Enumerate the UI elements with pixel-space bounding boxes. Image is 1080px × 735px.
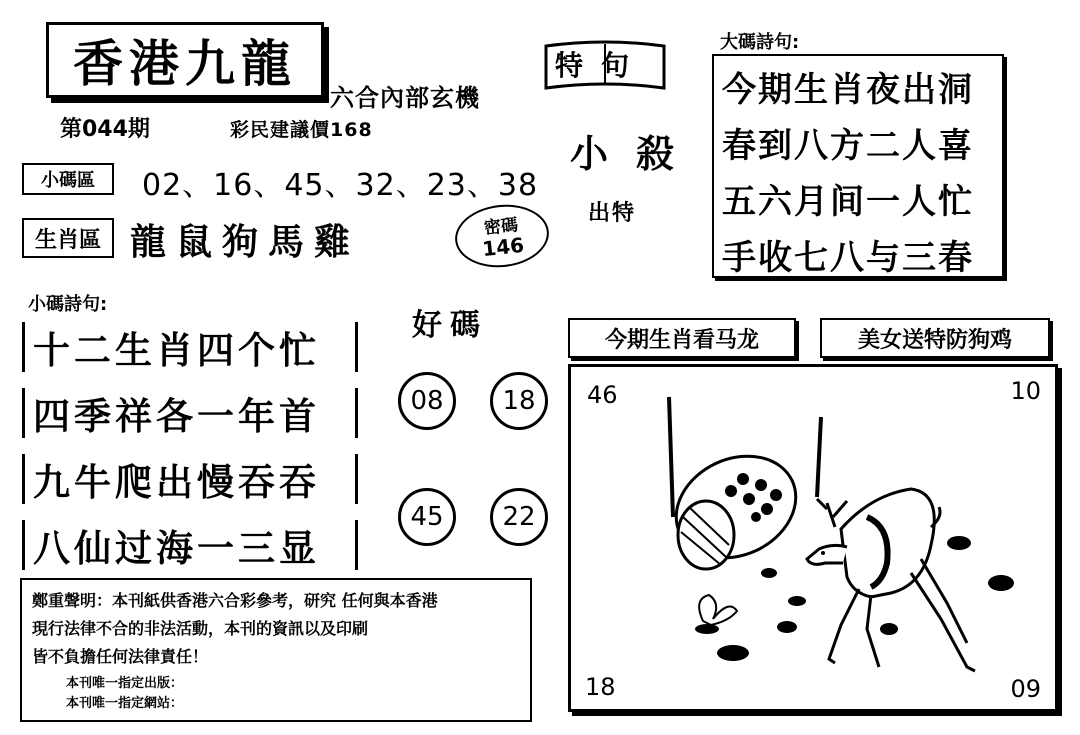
good-numbers-label: 好碼: [412, 308, 488, 343]
disclaimer-publisher: 本刊唯一指定出版：: [66, 676, 184, 691]
big-poem-box: [712, 54, 1004, 278]
corner-number-bottom-left: 18: [585, 673, 616, 701]
small-poem-line: 四季祥各一年首: [33, 394, 320, 438]
suggested-price: 彩民建議價168: [230, 119, 373, 141]
good-number-circle: 22: [490, 488, 548, 546]
disclaimer-website: 本刊唯一指定網站：: [66, 696, 184, 711]
zodiac-label: [22, 218, 114, 258]
disclaimer-line: 現行法律不合的非法活動，本刊的資訊以及印刷: [32, 619, 369, 638]
corner-number-bottom-right: 09: [1010, 675, 1041, 703]
zodiac-hint-box: [568, 318, 796, 358]
special-hint-box: [820, 318, 1050, 358]
small-numbers-label-text: 小碼區: [41, 170, 95, 191]
zodiac-label-text: 生肖區: [34, 227, 101, 253]
small-poem-label: 小碼詩句:: [28, 294, 108, 315]
small-poem-line-box: [22, 388, 358, 438]
page-title: 香港九龍: [73, 34, 297, 93]
corner-number-top-left: 46: [587, 381, 618, 409]
good-number-circle: 18: [490, 372, 548, 430]
good-number-circle: 45: [398, 488, 456, 546]
special-sub: 出特: [588, 201, 637, 226]
secret-code-stamp: [452, 200, 552, 271]
disclaimer-line: 皆不負擔任何法律責任！: [32, 647, 209, 666]
title-box: [46, 22, 324, 98]
small-poem-line-box: [22, 520, 358, 570]
deer-illustration: [571, 367, 1049, 703]
good-number-circle: 08: [398, 372, 456, 430]
small-poem-line: 九牛爬出慢吞吞: [33, 460, 320, 504]
disclaimer-line: 鄭重聲明：本刊紙供香港六合彩參考，研究 任何與本香港: [32, 591, 438, 610]
zodiac-animals: 龍鼠狗馬雞: [130, 221, 361, 263]
big-poem-label: 大碼詩句:: [720, 32, 800, 53]
special-hint-text: 美女送特防狗鸡: [857, 327, 1012, 353]
illustration-frame: [568, 364, 1058, 712]
subtitle: 六合內部玄機: [330, 84, 480, 112]
corner-number-top-right: 10: [1010, 377, 1041, 405]
small-numbers: 02、16、45、32、23、38: [142, 168, 539, 203]
small-numbers-label: [22, 163, 114, 195]
small-poem-line: 十二生肖四个忙: [33, 328, 320, 372]
special-main: 小殺: [570, 131, 703, 176]
disclaimer-box: [20, 578, 532, 722]
small-poem-line-box: [22, 322, 358, 372]
zodiac-hint-text: 今期生肖看马龙: [604, 327, 759, 353]
special-banner-text: 特句: [555, 49, 648, 82]
big-poem-line: 今期生肖夜出洞: [722, 70, 974, 110]
issue-number: 第044期: [60, 117, 150, 142]
big-poem-line: 手收七八与三春: [722, 238, 974, 278]
big-poem-line: 春到八方二人喜: [722, 126, 974, 166]
secret-code-label: 密碼: [483, 215, 520, 239]
secret-code-value: 146: [481, 232, 526, 262]
small-poem-line: 八仙过海一三显: [33, 526, 320, 570]
small-poem-line-box: [22, 454, 358, 504]
big-poem-line: 五六月间一人忙: [722, 182, 974, 222]
